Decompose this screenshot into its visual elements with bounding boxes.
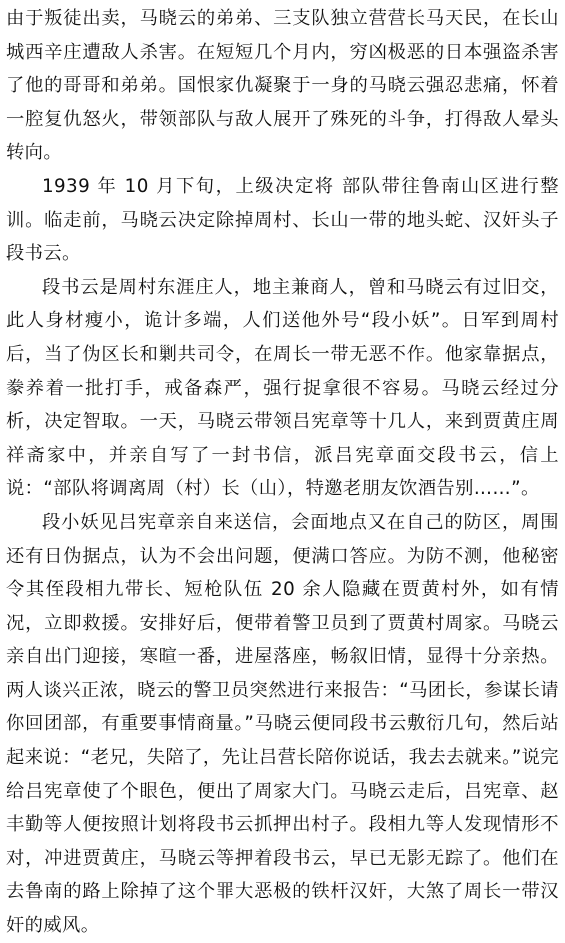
paragraph-2: 1939 年 10 月下旬，上级决定将 部队带往鲁南山区进行整训。临走前，马晓云决定除掉周村、长山一带的地头蛇、汉奸头子段书云。: [6, 175, 559, 265]
paragraph-1: 由于叛徒出卖，马晓云的弟弟、三支队独立营营长马天民，在长山城西辛庄遭敌人杀害。在短短几个月内，穷凶极恶的日本强盗杀害了他的哥哥和弟弟。国恨家仇凝聚于一身的马晓云强忍悲痛，怀着一腔复仇怒火，带领部队与敌人展开了殊死的斗争，打得敌人晕头转向。: [6, 8, 559, 164]
paragraph-3: 段书云是周村东涯庄人，地主兼商人，曾和马晓云有过旧交，此人身材瘦小，诡计多端，人们送他外号“段小妖”。日军到周村后，当了伪区长和剿共司令，在周长一带无恶不作。他家靠据点，豢养着一批打手，戒备森严，强行捉拿很不容易。马晓云经过分析，决定智取。一天，马晓云带领吕宪章等十几人，来到贾黄庄周祥斋家中，并亲自写了一封书信，派吕宪章面交段书云，信上说：“部队将调离周（村）长（山），特邀老朋友饮酒告别……”。: [6, 276, 559, 500]
paragraph-4: 段小妖见吕宪章亲自来送信，会面地点又在自己的防区，周围还有日伪据点，认为不会出问题，便满口答应。为防不测，他秘密令其侄段相九带长、短枪队伍 20 余人隐藏在贾黄村外，如有情况，立即救援。安排好后，便带着警卫员到了贾黄村周家。马晓云亲自出门迎接，寒暄一番，进屋落座，畅叙旧情，显得十分亲热。两人谈兴正浓，晓云的警卫员突然进行来报告：“马团长，参谋长请你回团部，有重要事情商量。”马晓云便同段书云敷衍几句，然后站起来说：“老兄，失陪了，先让吕营长陪你说话，我去去就来。”说完给吕宪章使了个眼色，便出了周家大门。马晓云走后，吕宪章、赵丰勤等人便按照计划将段书云抓押出村子。段相九等人发现情形不对，冲进贾黄庄，马晓云等押着段书云，早已无影无踪了。他们在去鲁南的路上除掉了这个罪大恶极的铁杆汉奸，大煞了周长一带汉奸的威风。: [6, 511, 559, 937]
